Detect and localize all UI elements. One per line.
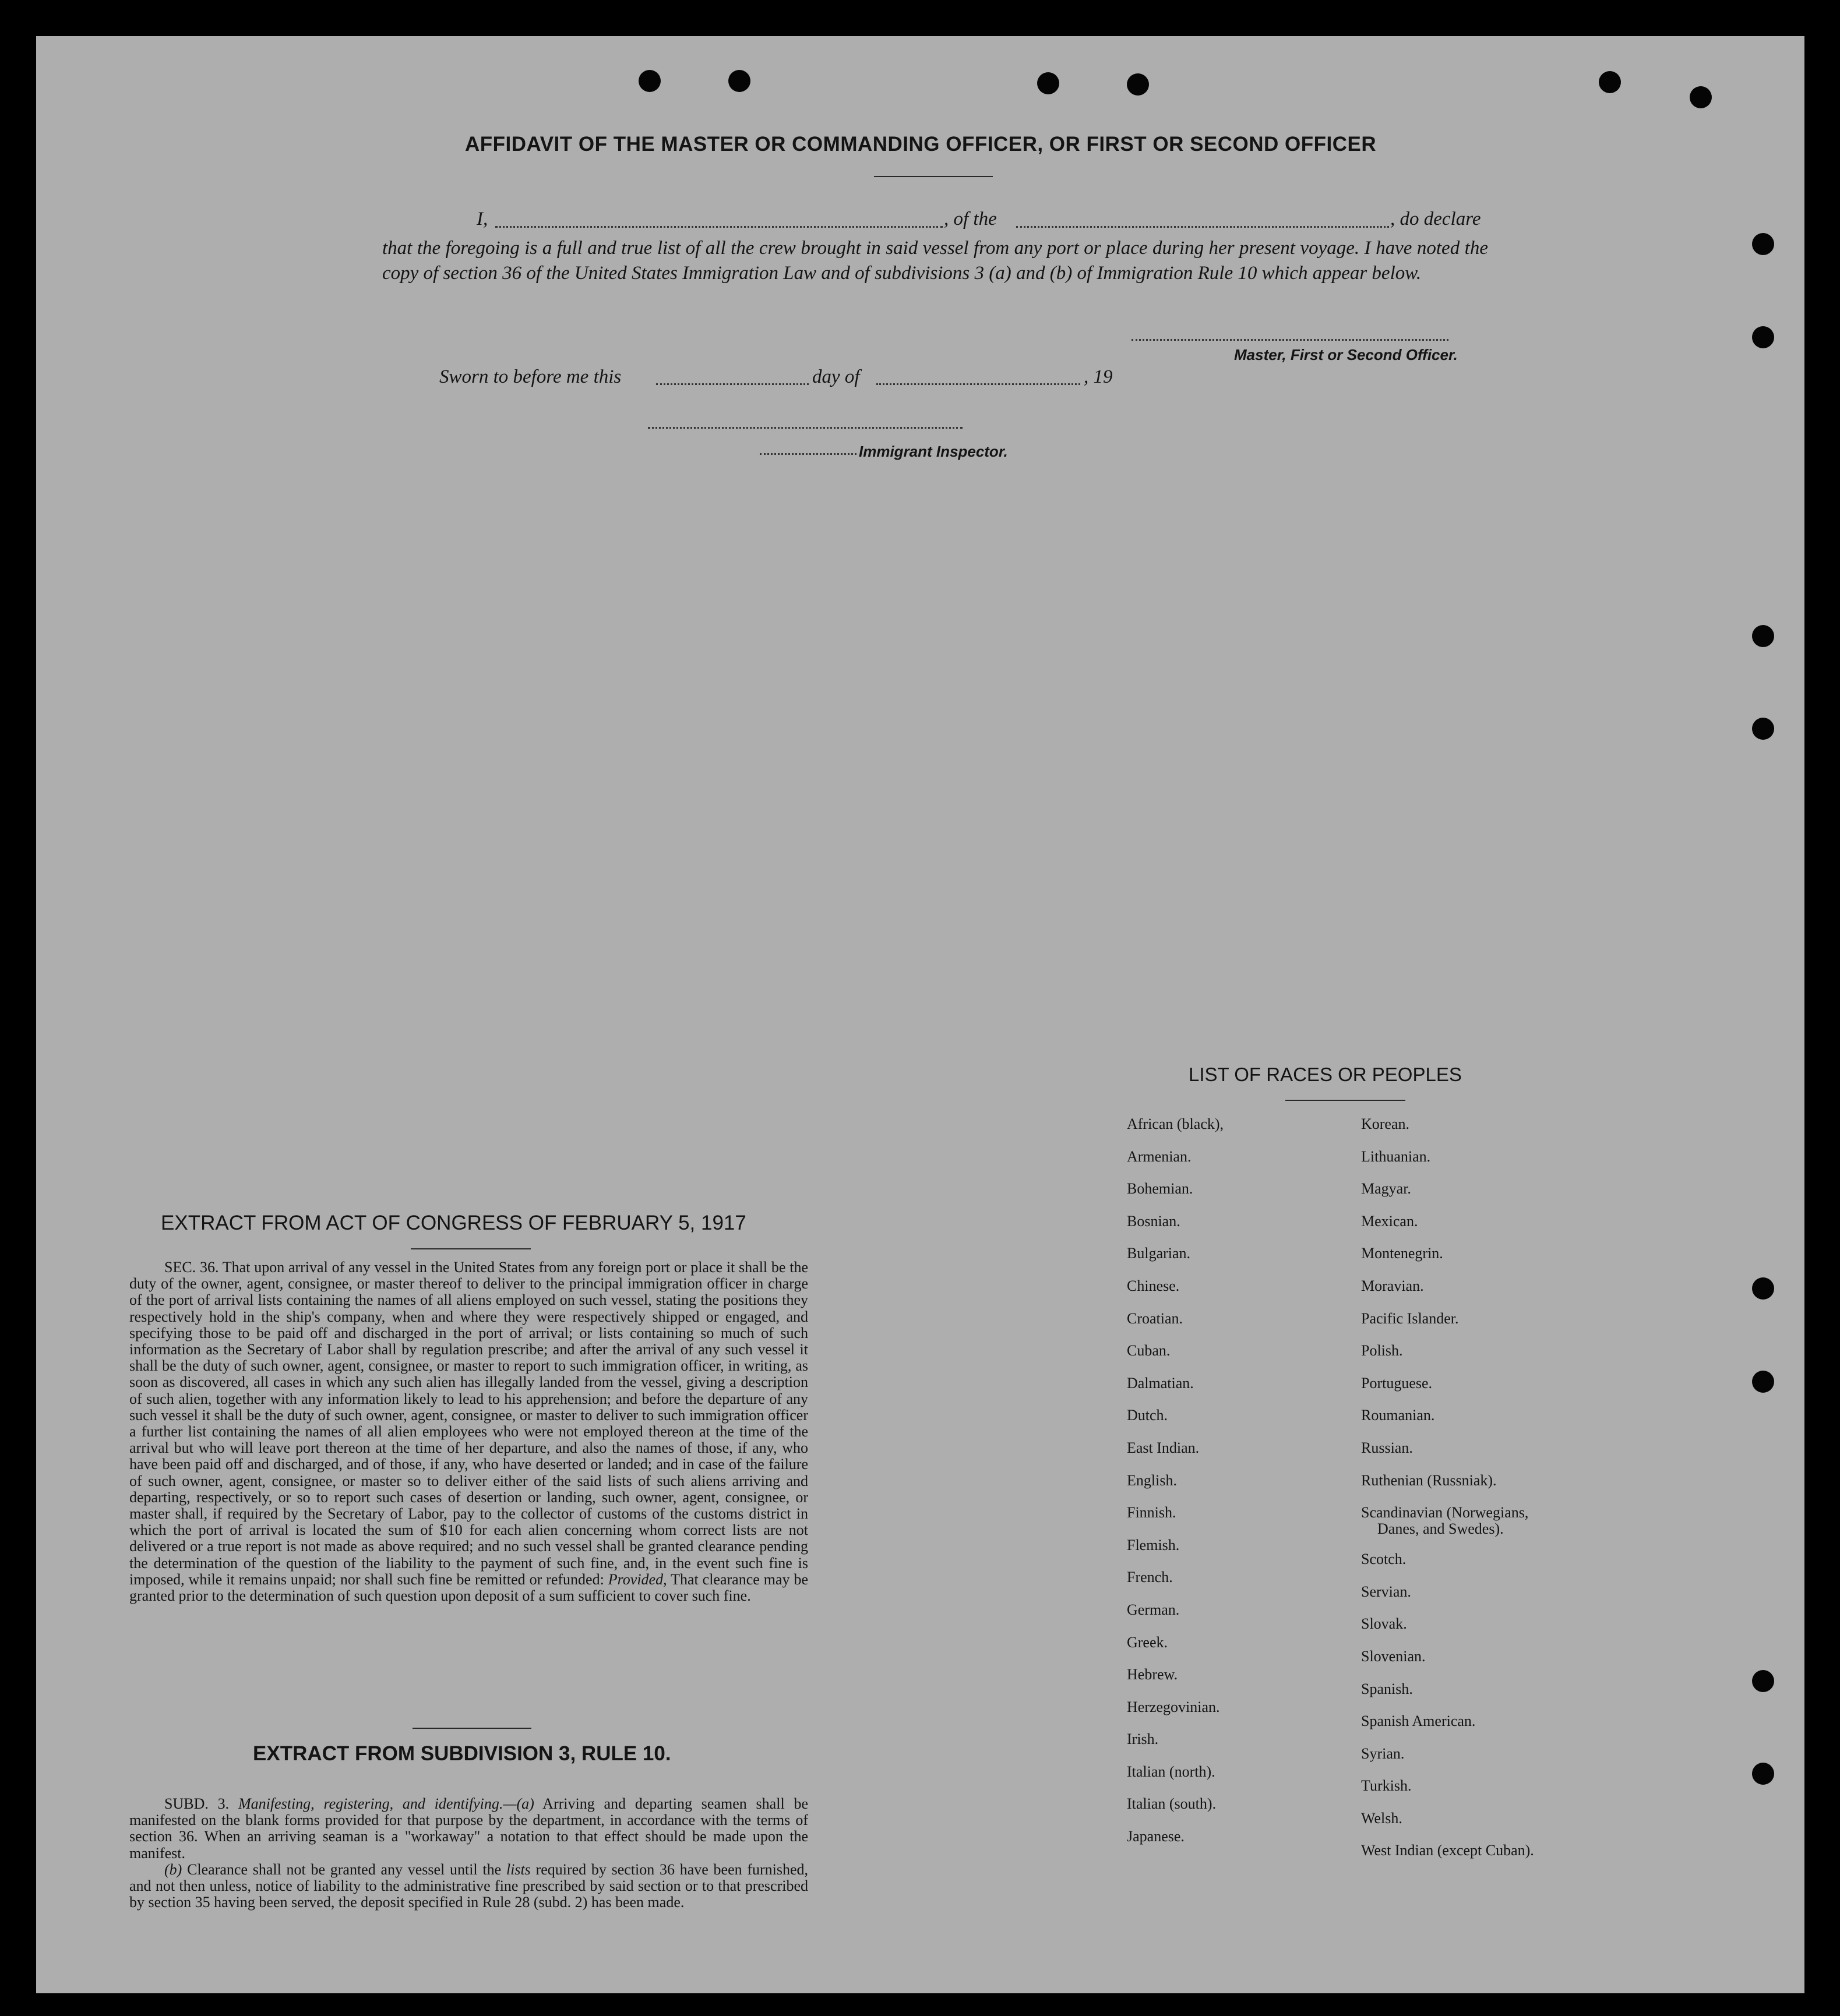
inspector-label: Immigrant Inspector. [859,443,1008,460]
para-a-text: Arriving and departing seamen shall be manifested on the blank forms provided for that purpose by the department, in accordance with the terms of section 36. When an arriving seaman is a "workaway" a notation to that effect should be made upon the manifest. [129,1795,808,1862]
sworn-year: , 19 [1084,366,1113,387]
subd-label: SUBD. 3. [164,1795,230,1812]
races-right-column [1361,1116,1534,1875]
inspector-signature-line-2 [760,453,856,455]
punch-hole [639,70,661,92]
race-item: East Indian. [1127,1439,1200,1456]
race-item: Spanish American. [1361,1713,1476,1730]
sworn-prefix: Sworn to before me this [439,366,622,387]
affidavit-title-rule [874,176,993,177]
proviso-label: Provided, [608,1570,667,1588]
race-item: Herzegovinian. [1127,1698,1220,1715]
race-item: Servian. [1361,1583,1411,1600]
punch-hole [1752,1670,1774,1692]
act-title-rule [411,1248,531,1249]
declare-i: I, [477,209,488,230]
race-item: English. [1127,1471,1177,1489]
name-blank [495,226,943,228]
race-item: Chinese. [1127,1277,1180,1294]
race-item: Roumanian. [1361,1407,1435,1424]
race-item: Finnish. [1127,1504,1176,1521]
races-title: LIST OF RACES OR PEOPLES [1189,1064,1462,1085]
race-item: Portuguese. [1361,1374,1433,1392]
rule-extract-title: EXTRACT FROM SUBDIVISION 3, RULE 10. [253,1742,671,1765]
para-b-text-1: Clearance shall not be granted any vessel until the [187,1860,502,1878]
race-item: West Indian (except Cuban). [1361,1842,1534,1859]
race-item: Bosnian. [1127,1212,1180,1230]
punch-hole [728,70,750,92]
race-item: Magyar. [1361,1180,1411,1198]
punch-hole [1752,233,1774,255]
section-label: SEC. 36. [164,1259,219,1276]
document-page [36,36,1804,1993]
race-item: Armenian. [1127,1148,1192,1165]
declare-end: , do declare [1390,209,1481,230]
race-item: Hebrew. [1127,1666,1178,1683]
race-item: Lithuanian. [1361,1148,1431,1165]
para-b-lists: lists [506,1860,531,1878]
punch-hole [1752,718,1774,740]
race-item: French. [1127,1569,1173,1586]
race-item: Montenegrin. [1361,1245,1443,1262]
section-36-text [129,1259,808,1604]
race-item: Slovenian. [1361,1647,1426,1665]
race-item: Scandinavian (Norwegians, [1361,1504,1529,1521]
race-item: Bulgarian. [1127,1245,1191,1262]
race-item: Pacific Islander. [1361,1309,1459,1327]
race-item: Russian. [1361,1439,1413,1456]
vessel-blank [1016,226,1389,228]
race-item: German. [1127,1601,1180,1618]
race-item: Italian (north). [1127,1763,1215,1780]
declare-of-the: , of the [944,209,997,230]
master-signature-label: Master, First or Second Officer. [1234,346,1458,363]
race-item: Turkish. [1361,1777,1412,1795]
para-b-text-2: required by section 36 have been furnished, and not then unless, notice of liability to the administrative fine prescribed by said section or to that prescribed by section 35 having been served, the deposit specified in Rule 28 (subd. 2) has been made. [129,1860,809,1911]
punch-hole [1752,1277,1774,1300]
race-item: Welsh. [1361,1809,1402,1827]
race-item: Croatian. [1127,1309,1183,1327]
race-item: Japanese. [1127,1828,1185,1845]
race-item: African (black), [1127,1115,1224,1132]
section-36-body: That upon arrival of any vessel in the United States from any foreign port or place it shall be the duty of the owner, agent, consignee, or master thereof to deliver to the principal immigration officer in charge of the port of arrival lists containing the names of all aliens employed on such vessel, stating the positions they respectively hold in the ship's company, when and where they were respectively shipped or engaged, and specifying those to be paid off and discharged in the port of arrival; or lists containing so much of such information as the Secretary of Labor shall by regulation prescribe; and after the arrival of any such vessel it shall be the duty of such owner, agent, consignee, or master to report to such immigration officer, in writing, as soon as discovered, all cases in which any such alien has illegally landed from the vessel, giving a description of such alien, together with any information likely to lead to his apprehension; and before the departure of any such vessel it shall be the duty of such owner, agent, consignee, or master to deliver to such immigration officer a further list containing the names of all alien employees who were not employed thereon at the time of the arrival but who will leave port thereon at the time of her departure, and also the names of those, if any, who have been paid off and discharged, and of those, if any, who have deserted or landed; and in case of the failure of such owner, agent, consignee, or master so to deliver either of the said lists of such aliens arriving and departing, respectively, or so to report such cases of desertion or landing, such owner, agent, consignee, or master shall, if required by the Secretary of Labor, pay to the collector of customs of the customs district in which the port of arrival is located the sum of $10 for each alien concerning whom correct lists are not delivered or a true report is not made as above required; and no such vessel shall be granted clearance pending the determination of the question of the liability to the payment of such fine, and, in the event such fine is imposed, while it remains unpaid; nor shall such fine be remitted or refunded: [129,1259,809,1588]
punch-hole [1752,1371,1774,1393]
affidavit-title: AFFIDAVIT OF THE MASTER OR COMMANDING OFFICER, OR FIRST OR SECOND OFFICER [465,133,1377,156]
race-item: Cuban. [1127,1342,1171,1360]
punch-hole [1599,71,1621,93]
sworn-month-blank [876,383,1080,385]
race-item: Dutch. [1127,1407,1168,1424]
race-item: Korean. [1361,1115,1410,1132]
race-item: Spanish. [1361,1680,1413,1697]
punch-hole [1690,86,1712,108]
punch-hole [1037,72,1059,94]
affidavit-paragraph: that the foregoing is a full and true list of all the crew brought in said vessel from any port or place during her present voyage. I have noted the copy of section 36 of the United States Immigration Law and of subdivisions 3 (a) and (b) of Immigration Rule 10 which appear below. [382,238,1488,284]
race-item: Ruthenian (Russniak). [1361,1471,1497,1489]
para-a-label: —(a) [503,1795,534,1812]
punch-hole [1752,625,1774,647]
punch-hole [1752,326,1774,348]
proviso-text: That clearance may be granted prior to the determination of such question upon deposit of a sum sufficient to cover such fine. [129,1570,808,1605]
sworn-day-blank [656,383,809,385]
punch-hole [1752,1763,1774,1785]
subdivision-3-text [129,1796,808,1911]
subd-heading: Manifesting, registering, and identifying. [238,1795,503,1812]
race-item: Flemish. [1127,1536,1180,1554]
race-item: Slovak. [1361,1615,1407,1633]
race-item: Bohemian. [1127,1180,1193,1198]
master-signature-line [1132,339,1448,341]
sworn-day-of: day of [812,366,860,387]
races-left-column [1127,1116,1224,1861]
races-title-rule [1285,1100,1405,1101]
race-item: Moravian. [1361,1277,1424,1294]
race-item: Danes, and Swedes). [1377,1520,1504,1538]
race-item: Greek. [1127,1633,1168,1651]
race-item: Dalmatian. [1127,1374,1194,1392]
race-item: Polish. [1361,1342,1403,1360]
race-item: Syrian. [1361,1745,1405,1762]
race-item: Italian (south). [1127,1795,1217,1813]
race-item: Mexican. [1361,1212,1418,1230]
act-extract-title: EXTRACT FROM ACT OF CONGRESS OF FEBRUARY 5, 1917 [161,1212,746,1234]
race-item: Irish. [1127,1731,1159,1748]
punch-hole [1127,73,1149,96]
para-b-label: (b) [164,1860,182,1878]
race-item: Scotch. [1361,1551,1407,1568]
inspector-signature-line [648,427,963,429]
section-divider-rule [413,1728,531,1729]
